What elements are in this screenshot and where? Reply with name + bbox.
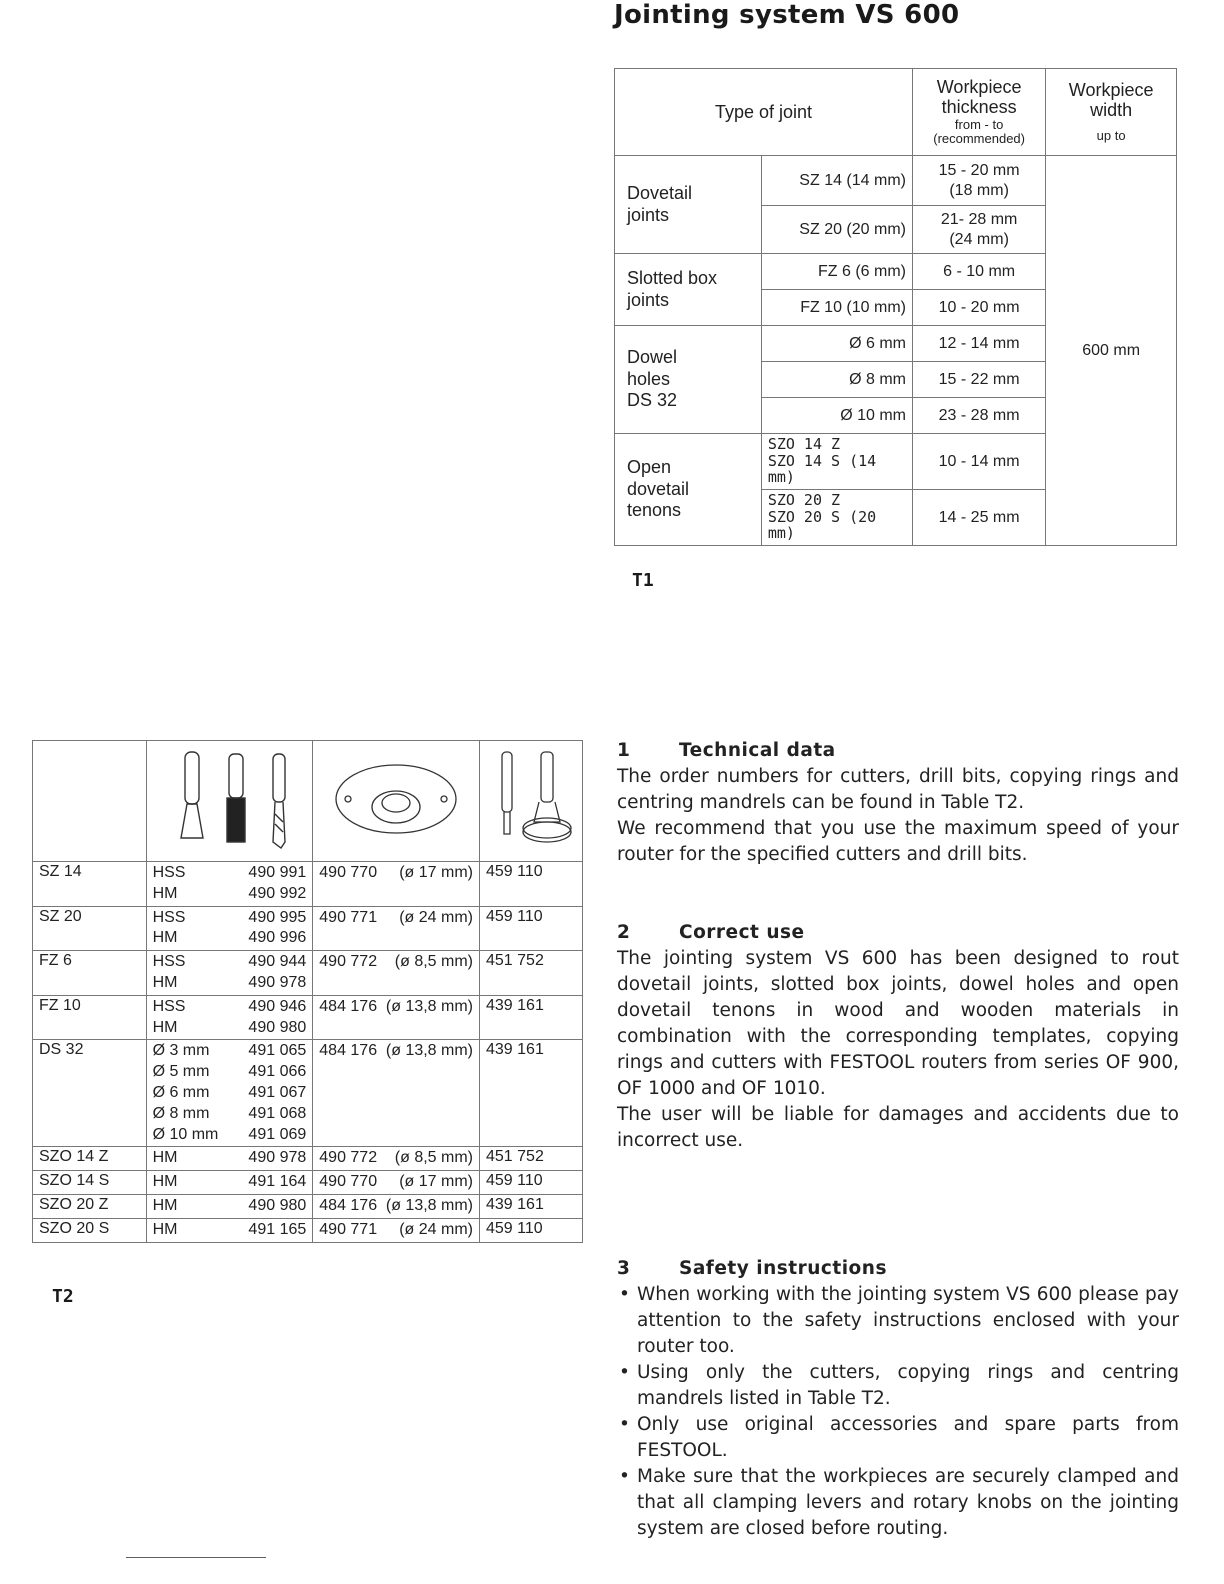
t2-material: HSS [152, 864, 186, 881]
t2-mandrel-cell [480, 1040, 583, 1147]
t2-name-cell [33, 951, 147, 996]
footer-rule [126, 1557, 266, 1558]
t2-ring-diameter: (ø 8,5 mm) [394, 953, 473, 971]
t2-ring-number: 484 176 [319, 1196, 378, 1214]
t2-ring-diameter: (ø 24 mm) [399, 908, 473, 926]
section-safety-instructions [617, 1256, 1179, 1542]
t2-mandrel-number: 439 161 [486, 1041, 544, 1059]
t2-cutter-name: FZ 6 [39, 952, 72, 970]
t2-row [33, 995, 583, 1040]
t2-ring-diameter: (ø 13,8 mm) [385, 997, 473, 1015]
t2-cutter-cell [146, 1218, 313, 1242]
section-number: 2 [617, 922, 631, 943]
t1-thickness [912, 156, 1045, 206]
t1-group-dovetail [615, 156, 762, 254]
t2-material: HM [152, 1018, 178, 1036]
t2-drill-size: Ø 8 mm [152, 1104, 210, 1122]
t2-ring-number: 490 770 [319, 864, 378, 881]
section-paragraph: We recommend that you use the maximum speed of your router for the specified cutters and drill bits. [617, 818, 1179, 865]
safety-item: • When working with the jointing system VS 600 please pay attention to the safety instructions enclosed with your router too. [617, 1282, 1179, 1360]
t2-name-cell [33, 1194, 147, 1218]
t2-material: HM [152, 1196, 178, 1214]
t1-type-mono [768, 492, 906, 542]
t2-name-cell [33, 1040, 147, 1147]
t2-mandrel-cell [480, 951, 583, 996]
cutter-bits-icon [146, 741, 313, 862]
t2-cutter-cell [146, 1171, 313, 1195]
t2-drill-size: Ø 6 mm [152, 1083, 210, 1101]
t2-ring-diameter: (ø 17 mm) [399, 864, 473, 881]
t1-header-thickness-sub1: from - to [954, 116, 1004, 132]
t2-name-cell [33, 995, 147, 1040]
t1-header-thickness [912, 69, 1045, 156]
t1-thickness: 23 - 28 mm [912, 398, 1045, 434]
centring-mandrel-icon [480, 741, 583, 862]
t2-order-number: 491 165 [248, 1220, 307, 1238]
t1-type: Ø 8 mm [761, 362, 912, 398]
t2-mandrel-number: 459 110 [486, 1172, 543, 1190]
t2-cutter-cell [146, 906, 313, 951]
t1-header-width-line1: Workpiece [1068, 80, 1154, 101]
t2-row [33, 1194, 583, 1218]
t2-mandrel-number: 459 110 [486, 907, 543, 925]
t2-material: HM [152, 1149, 178, 1167]
t2-row [33, 1171, 583, 1195]
t2-cutter-name: SZO 14 S [39, 1172, 110, 1190]
t2-order-number: 490 980 [248, 1196, 307, 1214]
t2-cutter-name: SZO 14 Z [39, 1148, 109, 1166]
t1-row [615, 156, 1177, 206]
table-t2 [32, 740, 583, 1243]
t1-thickness-range: 21- 28 mm [940, 211, 1018, 229]
t2-cutter-name: SZ 20 [39, 907, 82, 925]
t1-header-row [615, 69, 1177, 156]
t1-group-dovetail-line1: Dovetail [627, 182, 693, 203]
t2-ring-cell [313, 951, 480, 996]
t2-row [33, 1147, 583, 1171]
t2-row [33, 906, 583, 951]
t1-type: SZ 20 (20 mm) [761, 206, 912, 254]
t2-order-number: 490 978 [248, 1149, 307, 1167]
t2-material: HM [152, 973, 178, 991]
section-heading [617, 738, 1179, 764]
t1-label: T1 [632, 570, 654, 591]
t2-ring-diameter: (ø 13,8 mm) [385, 1196, 473, 1214]
copying-ring-svg [326, 749, 466, 849]
t2-cutter-name: DS 32 [39, 1041, 84, 1059]
section-paragraph: The jointing system VS 600 has been designed to rout dovetail joints, slotted box joints, dowel holes and open dovetail tenons in wood and wooden materials in combination with the corresponding templates, copying rings and cutters with FESTOOL routers from series OF 900, OF 1000 and OF 1010. [617, 948, 1179, 1099]
t1-type-line1: SZO 14 Z [767, 435, 841, 453]
t2-order-number: 490 995 [248, 908, 307, 926]
t2-row [33, 1040, 583, 1147]
section-number: 1 [617, 740, 631, 761]
t2-row [33, 1218, 583, 1242]
copying-ring-icon [313, 741, 480, 862]
t2-mandrel-number: 451 752 [486, 1148, 544, 1166]
t1-thickness: 6 - 10 mm [912, 254, 1045, 290]
t1-group-slotted-line1: Slotted box [627, 267, 718, 288]
t1-type [761, 490, 912, 546]
t2-order-number: 491 065 [248, 1042, 307, 1060]
t2-cutter-cell [146, 951, 313, 996]
t1-thickness-range: 15 - 20 mm [938, 162, 1020, 180]
section-title: Correct use [679, 922, 805, 943]
t2-cutter-name: FZ 10 [39, 996, 81, 1014]
t1-header-thickness-sub2: (recommended) [933, 130, 1025, 146]
t2-order-number: 490 980 [248, 1018, 307, 1036]
t2-ring-cell [313, 862, 480, 907]
t2-material: HSS [152, 953, 186, 971]
section-title: Technical data [679, 740, 836, 761]
t2-order-number: 491 164 [248, 1173, 307, 1191]
t2-order-number: 490 944 [248, 953, 307, 971]
t2-ring-cell [313, 1194, 480, 1218]
safety-list [617, 1282, 1179, 1542]
t2-mandrel-number: 451 752 [486, 952, 544, 970]
t2-label: T2 [52, 1286, 74, 1307]
safety-item: • Using only the cutters, copying rings and centring mandrels listed in Table T2. [617, 1360, 1179, 1412]
t2-cutter-name: SZO 20 Z [39, 1195, 109, 1213]
section-heading [617, 920, 1179, 946]
t2-ring-cell [313, 1040, 480, 1147]
t1-group-open-line3: tenons [627, 500, 682, 521]
t2-cutter-cell [146, 995, 313, 1040]
t2-order-number: 491 069 [248, 1125, 307, 1143]
t1-thickness-recommended: (24 mm) [949, 230, 1009, 248]
t2-ring-number: 490 772 [319, 1149, 378, 1167]
t2-mandrel-number: 459 110 [486, 863, 543, 880]
t2-mandrel-cell [480, 1171, 583, 1195]
t2-order-number: 491 067 [248, 1083, 307, 1101]
t2-ring-diameter: (ø 8,5 mm) [394, 1149, 473, 1167]
t1-type: Ø 6 mm [761, 326, 912, 362]
t2-cutter-cell [146, 1147, 313, 1171]
section-paragraph: The order numbers for cutters, drill bits, copying rings and centring mandrels can be found in Table T2. [617, 766, 1179, 813]
t2-material: HM [152, 1173, 178, 1191]
t1-type-line1: SZO 20 Z [767, 491, 841, 509]
t1-header-type: Type of joint [615, 69, 913, 156]
t2-ring-cell [313, 995, 480, 1040]
t2-row [33, 862, 583, 907]
t1-group-dowel-line2: holes [627, 368, 671, 389]
t1-group-slotted [615, 254, 762, 326]
t2-ring-diameter: (ø 17 mm) [399, 1173, 473, 1191]
t1-header-thickness-line2: thickness [941, 96, 1017, 117]
t1-width-value: 600 mm [1046, 156, 1177, 546]
t1-group-dowel [615, 326, 762, 434]
t2-mandrel-cell [480, 1147, 583, 1171]
t2-mandrel-cell [480, 906, 583, 951]
t2-ring-number: 490 771 [319, 908, 378, 926]
t1-group-dovetail-line2: joints [627, 204, 670, 225]
t2-cutter-name: SZ 14 [39, 863, 82, 880]
t2-ring-number: 490 770 [319, 1173, 378, 1191]
t2-ring-number: 490 772 [319, 953, 378, 971]
section-correct-use [617, 920, 1179, 1154]
t2-ring-number: 484 176 [319, 997, 378, 1015]
t2-ring-number: 490 771 [319, 1220, 378, 1238]
t1-header-width-line2: width [1090, 99, 1133, 120]
t2-drill-size: Ø 10 mm [152, 1125, 219, 1143]
t2-ring-diameter: (ø 24 mm) [399, 1220, 473, 1238]
t1-header-width [1046, 69, 1177, 156]
t1-thickness: 14 - 25 mm [912, 490, 1045, 546]
t2-mandrel-number: 439 161 [486, 996, 544, 1014]
t2-mandrel-cell [480, 1194, 583, 1218]
table-t1 [614, 68, 1177, 546]
section-number: 3 [617, 1258, 631, 1279]
t1-type: SZ 14 (14 mm) [761, 156, 912, 206]
t1-thickness-recommended: (18 mm) [949, 181, 1009, 199]
t2-order-number: 490 992 [248, 884, 307, 902]
safety-item: • Only use original accessories and spare parts from FESTOOL. [617, 1412, 1179, 1464]
section-technical-data [617, 738, 1179, 868]
t1-type: FZ 6 (6 mm) [761, 254, 912, 290]
section-title: Safety instructions [679, 1258, 887, 1279]
t1-group-open-line1: Open [627, 457, 672, 478]
t2-order-number: 490 978 [248, 973, 307, 991]
t2-name-cell [33, 862, 147, 907]
t2-image-row [33, 741, 583, 862]
t2-material: HSS [152, 908, 186, 926]
t2-row [33, 951, 583, 996]
t2-order-number: 491 066 [248, 1063, 307, 1081]
cutter-bits-svg [159, 744, 299, 854]
t1-group-open [615, 434, 762, 546]
t2-order-number: 491 068 [248, 1104, 307, 1122]
t2-material: HM [152, 929, 178, 947]
t1-group-open-line2: dovetail [627, 478, 690, 499]
t2-ring-cell [313, 1147, 480, 1171]
t1-thickness: 10 - 20 mm [912, 290, 1045, 326]
t1-thickness: 12 - 14 mm [912, 326, 1045, 362]
t1-type-line2: SZO 20 S (20 mm) [767, 507, 877, 542]
t2-ring-cell [313, 1171, 480, 1195]
t2-mandrel-number: 439 161 [486, 1195, 544, 1213]
centring-mandrel-svg [486, 744, 576, 854]
t2-ring-diameter: (ø 13,8 mm) [385, 1042, 473, 1060]
t2-cutter-cell [146, 1194, 313, 1218]
t1-header-thickness-line1: Workpiece [936, 76, 1022, 97]
t2-cutter-name: SZO 20 S [39, 1219, 110, 1237]
t2-name-cell [33, 906, 147, 951]
t1-group-dowel-line1: Dowel [627, 347, 678, 368]
t2-ring-number: 484 176 [319, 1042, 378, 1060]
section-paragraph: The user will be liable for damages and accidents due to incorrect use. [617, 1104, 1179, 1151]
t2-ring-cell [313, 906, 480, 951]
t1-group-slotted-line2: joints [627, 289, 670, 310]
t1-header-width-sub: up to [1096, 127, 1126, 143]
t2-drill-size: Ø 3 mm [152, 1042, 210, 1060]
t1-group-dowel-line3: DS 32 [627, 390, 678, 411]
t1-type: FZ 10 (10 mm) [761, 290, 912, 326]
t2-material: HM [152, 884, 178, 902]
safety-item: • Make sure that the workpieces are securely clamped and that all clamping levers and rotary knobs on the jointing system are closed before routing. [617, 1464, 1179, 1542]
section-heading [617, 1256, 1179, 1282]
t2-order-number: 490 946 [248, 997, 307, 1015]
t2-mandrel-cell [480, 995, 583, 1040]
t1-thickness [912, 206, 1045, 254]
t2-name-cell [33, 1218, 147, 1242]
t2-mandrel-number: 459 110 [486, 1219, 543, 1237]
t2-order-number: 490 991 [248, 864, 307, 881]
t2-name-cell [33, 1171, 147, 1195]
t1-type-line2: SZO 14 S (14 mm) [767, 451, 877, 486]
t2-mandrel-cell [480, 1218, 583, 1242]
t1-thickness: 15 - 22 mm [912, 362, 1045, 398]
t2-name-cell [33, 1147, 147, 1171]
t2-order-number: 490 996 [248, 929, 307, 947]
t2-mandrel-cell [480, 862, 583, 907]
t1-type: Ø 10 mm [761, 398, 912, 434]
t2-cutter-cell [146, 862, 313, 907]
t2-drill-size: Ø 5 mm [152, 1063, 210, 1081]
t1-type-mono [768, 436, 906, 486]
t2-cutter-cell [146, 1040, 313, 1147]
t2-ring-cell [313, 1218, 480, 1242]
t2-material: HSS [152, 997, 186, 1015]
t1-type [761, 434, 912, 490]
t1-thickness: 10 - 14 mm [912, 434, 1045, 490]
t2-material: HM [152, 1220, 178, 1238]
page-title: Jointing system VS 600 [614, 0, 960, 30]
t2-empty-cell [33, 741, 147, 862]
